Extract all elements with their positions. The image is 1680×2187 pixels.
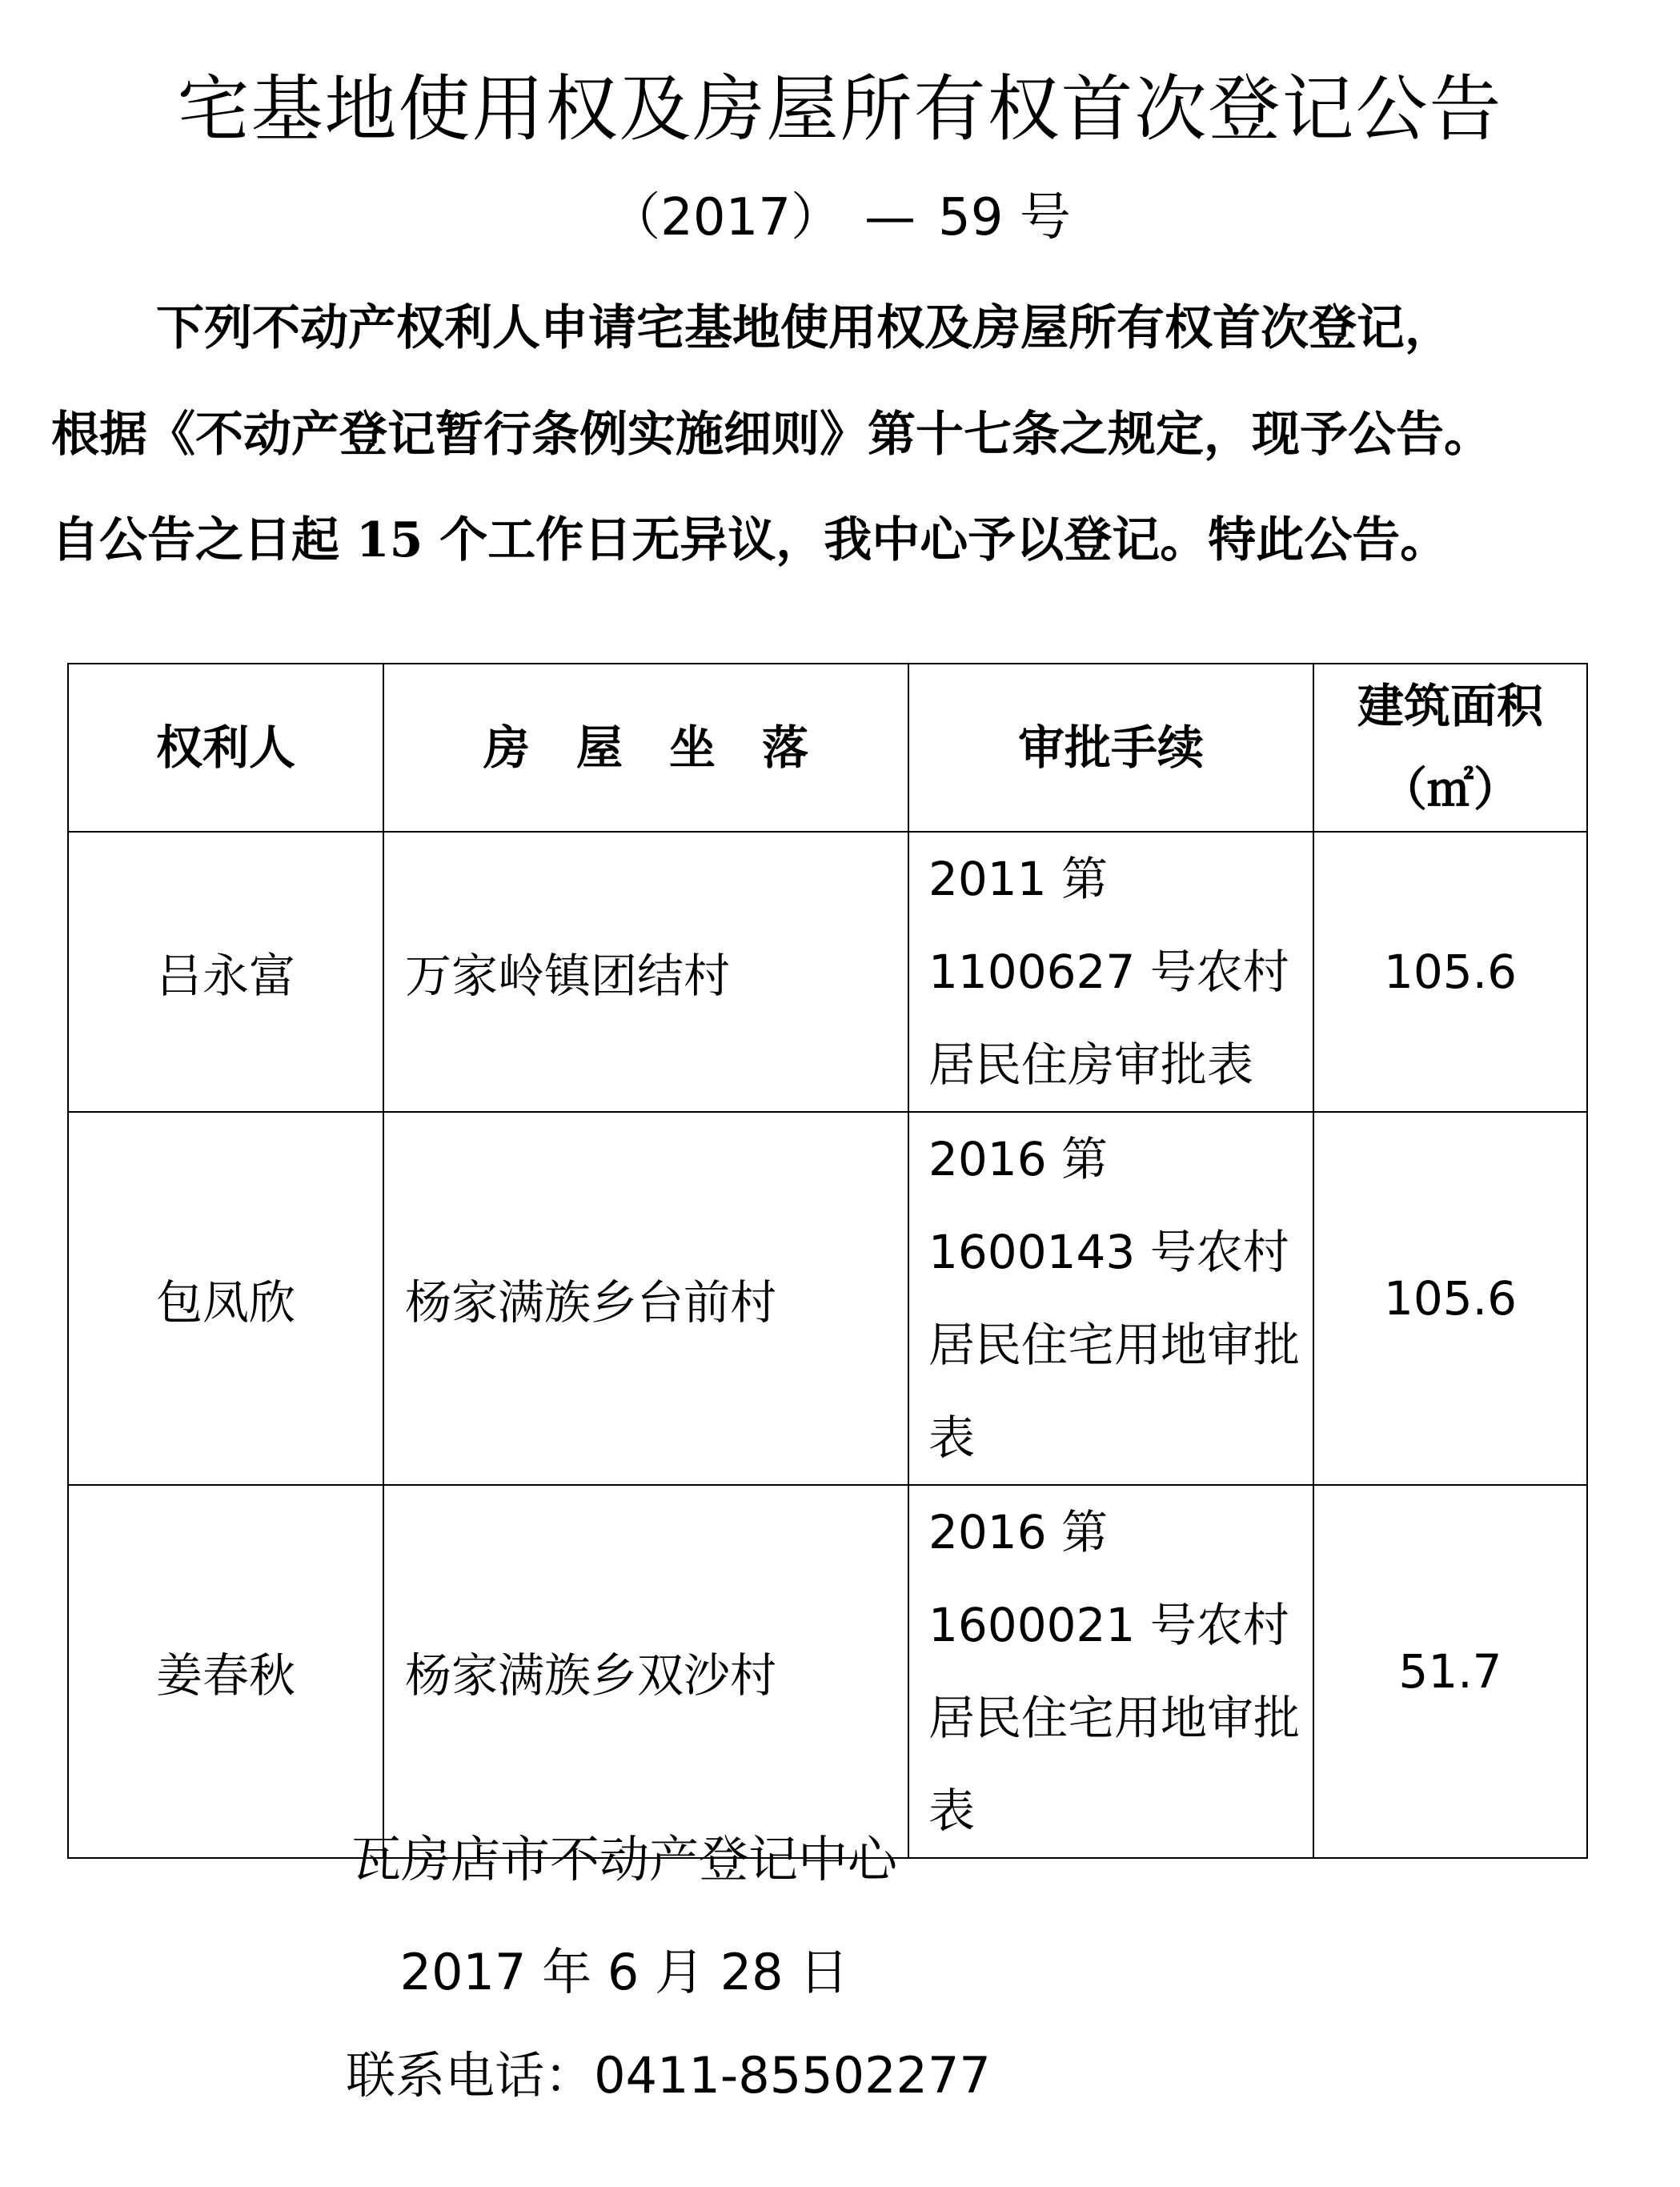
notice-title: 宅基地使用权及房屋所有权首次登记公告 xyxy=(177,67,1503,151)
footer-date: 2017 年 6 月 28 日 xyxy=(399,1943,849,2001)
cell-area: 51.7 xyxy=(1313,1485,1587,1858)
cell-area: 105.6 xyxy=(1313,832,1587,1112)
cell-location: 杨家满族乡双沙村 xyxy=(383,1485,908,1858)
cell-approval: 2016 第 1600021 号农村居民住宅用地审批表 xyxy=(908,1485,1313,1858)
header-location xyxy=(383,664,908,832)
table-row xyxy=(68,832,1587,1112)
notice-number-dash: — xyxy=(864,188,916,247)
header-holder: 权利人 xyxy=(68,664,383,832)
table-row xyxy=(68,1485,1587,1858)
registration-table xyxy=(67,663,1588,1859)
cell-area: 105.6 xyxy=(1313,1112,1587,1485)
cell-holder: 姜春秋 xyxy=(68,1485,383,1858)
notice-body-line-1: 下列不动产权利人申请宅基地使用权及房屋所有权首次登记， xyxy=(156,300,1453,356)
header-area xyxy=(1313,664,1587,832)
footer-phone: 联系电话：0411-85502277 xyxy=(346,2046,991,2105)
notice-body-line-3: 自公告之日起 15 个工作日无异议，我中心予以登记。特此公告。 xyxy=(51,512,1449,568)
cell-holder: 包凤欣 xyxy=(68,1112,383,1485)
cell-approval: 2011 第 1100627 号农村居民住房审批表 xyxy=(908,832,1313,1112)
table-header-row xyxy=(68,664,1587,832)
cell-location: 万家岭镇团结村 xyxy=(383,832,908,1112)
header-location-label: 房屋坐落 xyxy=(483,720,855,775)
header-area-label: 建筑面积 xyxy=(1357,679,1543,733)
notice-number-value: 59 号 xyxy=(938,188,1071,247)
cell-approval: 2016 第 1600143 号农村居民住宅用地审批表 xyxy=(908,1112,1313,1485)
notice-number-year: （2017） xyxy=(609,188,843,247)
table-row xyxy=(68,1112,1587,1485)
cell-holder: 吕永富 xyxy=(68,832,383,1112)
cell-location: 杨家满族乡台前村 xyxy=(383,1112,908,1485)
notice-number xyxy=(0,186,1680,250)
header-area-unit: （㎡） xyxy=(1380,762,1520,817)
notice-body-line-2: 根据《不动产登记暂行条例实施细则》第十七条之规定，现予公告。 xyxy=(51,407,1492,463)
header-approval: 审批手续 xyxy=(908,664,1313,832)
footer-issuer: 瓦房店市不动产登记中心 xyxy=(351,1830,897,1888)
